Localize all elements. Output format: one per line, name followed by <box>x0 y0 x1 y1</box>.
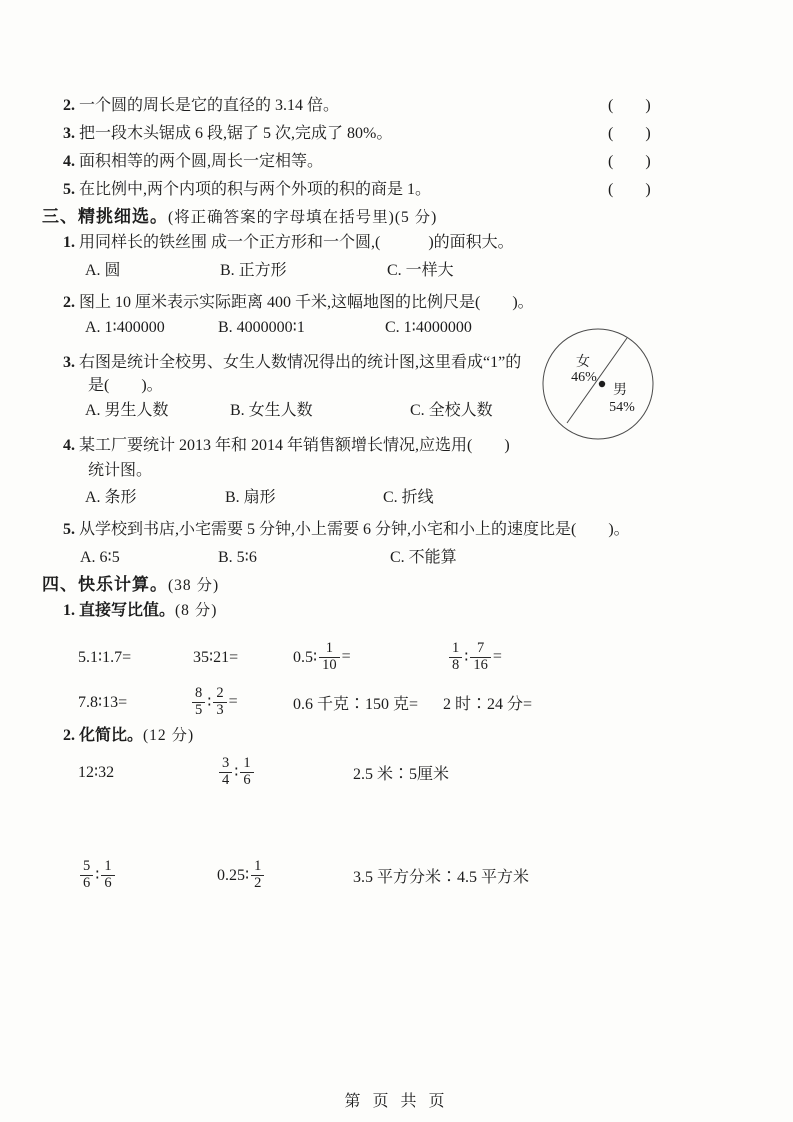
simplify-expression: 3.5 平方分米∶4.5 平方米 <box>353 868 530 886</box>
item-number: 3. <box>63 125 75 142</box>
question-number: 5. <box>63 521 75 538</box>
question-number: 2. <box>63 294 75 311</box>
calc-expression: $\frac{8}{5}$ ∶ $\frac{2}{3}$ = <box>190 680 238 724</box>
subsection-2-heading <box>63 725 194 747</box>
option-c: C. 全校人数 <box>410 402 493 419</box>
pie-value-male: 54% <box>609 400 635 415</box>
calc-expression: 0.6 千克∶150 克= <box>293 695 419 713</box>
section-3-subtitle: (将正确答案的字母填在括号里)(5 分) <box>168 209 438 226</box>
pie-center-dot <box>599 381 605 387</box>
fraction: $\frac{5}{6}$ <box>80 859 93 892</box>
question-2-text <box>63 292 534 314</box>
option-b: B. 5∶6 <box>218 549 257 566</box>
option-c: C. 1∶4000000 <box>385 319 472 336</box>
fraction: $\frac{1}{6}$ <box>240 756 253 789</box>
true-false-item <box>63 179 431 201</box>
gender-pie-chart <box>540 318 660 448</box>
section-3-title: 三、精挑细选。 <box>42 207 168 226</box>
question-text: 从学校到书店,小宅需要 5 分钟,小上需要 6 分钟,小宅和小上的速度比是( )。 <box>79 521 630 538</box>
option-c: C. 折线 <box>383 489 434 506</box>
simplify-expression: 2.5 米∶5厘米 <box>353 765 450 783</box>
calc-expression: 5.1∶1.7= <box>78 649 132 666</box>
answer-paren: ( ) <box>608 125 651 142</box>
option-b: B. 4000000∶1 <box>218 319 305 336</box>
option-c: C. 不能算 <box>390 549 457 566</box>
subsection-number: 2. <box>63 727 75 744</box>
option-a: A. 男生人数 <box>85 402 169 419</box>
calc-expression: 2 时∶24 分= <box>443 695 533 713</box>
calc-expression: 7.8∶13= <box>78 694 128 711</box>
question-5-text <box>63 519 630 541</box>
question-text: 图上 10 厘米表示实际距离 400 千米,这幅地图的比例尺是( )。 <box>79 294 534 311</box>
option-b: B. 女生人数 <box>230 402 313 419</box>
question-text: 某工厂要统计 2013 年和 2014 年销售额增长情况,应选用( ) <box>79 437 510 454</box>
true-false-item <box>63 95 339 117</box>
calc-expression: 0.5∶ $\frac{1}{10}$ = <box>293 639 351 673</box>
fraction: $\frac{1}{2}$ <box>251 859 264 892</box>
question-number: 1. <box>63 234 75 251</box>
pie-circle <box>543 329 653 439</box>
fraction: $\frac{7}{16}$ <box>470 641 491 674</box>
subsection-score: (8 分) <box>175 602 218 619</box>
question-3-text <box>63 352 521 374</box>
page-footer: 第 页 共 页 <box>344 1093 449 1110</box>
question-3-line2: 是( )。 <box>88 377 163 394</box>
pie-label-female: 女 <box>576 355 590 370</box>
calc-expression: 35∶21= <box>193 649 239 666</box>
subsection-title: 直接写比值。 <box>79 602 176 619</box>
item-number: 4. <box>63 153 75 170</box>
question-number: 3. <box>63 354 75 371</box>
question-4-text <box>63 435 510 457</box>
fraction: $\frac{1}{6}$ <box>101 859 114 892</box>
section-3-heading <box>42 206 437 229</box>
subsection-title: 化简比。 <box>79 727 144 744</box>
fraction: $\frac{1}{10}$ <box>319 641 340 674</box>
question-1-text <box>63 232 514 254</box>
subsection-number: 1. <box>63 602 75 619</box>
question-text: 右图是统计全校男、女生人数情况得出的统计图,这里看成“1”的 <box>79 354 522 371</box>
subsection-1-heading <box>63 600 217 622</box>
question-number: 4. <box>63 437 75 454</box>
subsection-score: (12 分) <box>143 727 195 744</box>
option-b: B. 正方形 <box>220 262 287 279</box>
option-a: A. 6∶5 <box>80 549 120 566</box>
fraction: $\frac{3}{4}$ <box>219 756 232 789</box>
true-false-item <box>63 151 323 173</box>
simplify-expression: 12∶32 <box>78 764 115 781</box>
question-text: 用同样长的铁丝围 成一个正方形和一个圆,( )的面积大。 <box>79 234 514 251</box>
item-text: 把一段木头锯成 6 段,锯了 5 次,完成了 80%。 <box>79 125 393 142</box>
option-b: B. 扇形 <box>225 489 276 506</box>
fraction: $\frac{8}{5}$ <box>192 686 205 719</box>
item-number: 2. <box>63 97 75 114</box>
simplify-expression: $\frac{3}{4}$ ∶ $\frac{1}{6}$ <box>217 750 256 794</box>
fraction: $\frac{1}{8}$ <box>449 641 462 674</box>
answer-paren: ( ) <box>608 97 651 114</box>
pie-label-male: 男 <box>613 383 627 398</box>
option-a: A. 1∶400000 <box>85 319 165 336</box>
item-text: 一个圆的周长是它的直径的 3.14 倍。 <box>79 97 340 114</box>
pie-value-female: 46% <box>571 370 597 385</box>
question-4-line2: 统计图。 <box>88 462 153 479</box>
section-4-score: (38 分) <box>168 577 220 594</box>
item-text: 面积相等的两个圆,周长一定相等。 <box>79 153 324 170</box>
section-4-heading <box>42 574 219 597</box>
true-false-item <box>63 123 392 145</box>
item-number: 5. <box>63 181 75 198</box>
item-text: 在比例中,两个内项的积与两个外项的积的商是 1。 <box>79 181 432 198</box>
fraction: $\frac{2}{3}$ <box>213 686 226 719</box>
option-c: C. 一样大 <box>387 262 454 279</box>
option-a: A. 条形 <box>85 489 137 506</box>
calc-expression: $\frac{1}{8}$ ∶ $\frac{7}{16}$ = <box>447 635 502 679</box>
answer-paren: ( ) <box>608 181 651 198</box>
simplify-expression: $\frac{5}{6}$ ∶ $\frac{1}{6}$ <box>78 853 117 897</box>
section-4-title: 四、快乐计算。 <box>42 575 168 594</box>
answer-paren: ( ) <box>608 153 651 170</box>
option-a: A. 圆 <box>85 262 121 279</box>
simplify-expression: 0.25∶ $\frac{1}{2}$ <box>217 853 266 897</box>
